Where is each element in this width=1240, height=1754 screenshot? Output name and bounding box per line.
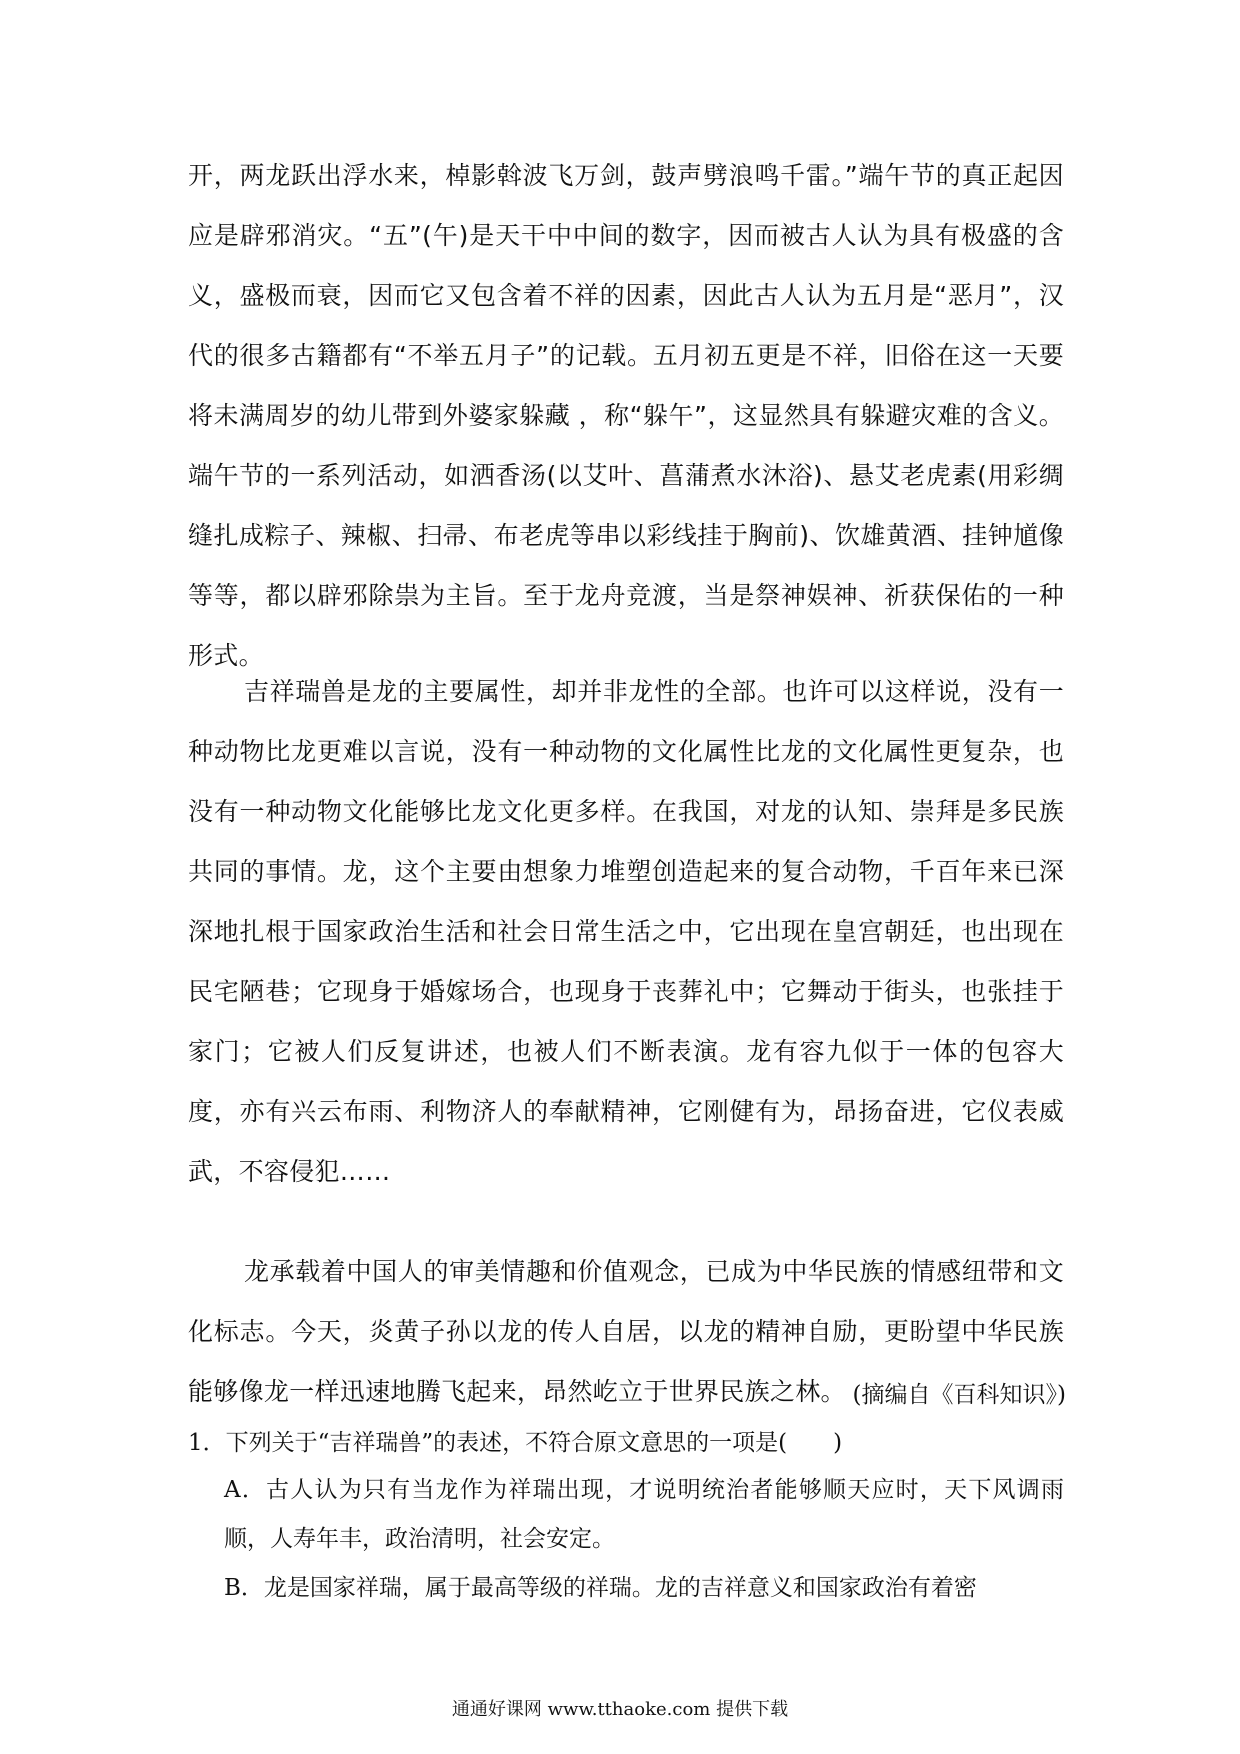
option-b: B．龙是国家祥瑞，属于最高等级的祥瑞。龙的吉祥意义和国家政治有着密: [224, 1575, 977, 1601]
passage-source: (摘编自《百科知识》): [852, 1382, 1066, 1408]
passage-paragraph-1: 开，两龙跃出浮水来，棹影斡波飞万剑，鼓声劈浪鸣千雷。”端午节的真正起因应是辟邪消灾。“五”(午)是天干中中间的数字，因而被古人认为具有极盛的含义，盛极而衰，因而它又包含着不祥的因素，因此古人认为五月是“恶月”，汉代的很多古籍都有“不举五月子”的记载。五月初五更是不祥，旧俗在这一天要将未满周岁的幼儿带到外婆家躲藏 ，称“躲午”，这显然具有躲避灾难的含义。端午节的一系列活动，如洒香汤(以艾叶、菖蒲煮水沐浴)、悬艾老虎素(用彩绸缝扎成粽子、辣椒、扫帚、布老虎等串以彩线挂于胸前)、饮雄黄酒、挂钟馗像等等，都以辟邪除祟为主旨。至于龙舟竞渡，当是祭神娱神、祈获保佑的一种形式。: [188, 161, 1064, 670]
passage-paragraph-2: 吉祥瑞兽是龙的主要属性，却并非龙性的全部。也许可以这样说，没有一种动物比龙更难以言说，没有一种动物的文化属性比龙的文化属性更复杂，也没有一种动物文化能够比龙文化更多样。在我国，对龙的认知、崇拜是多民族共同的事情。龙，这个主要由想象力堆塑创造起来的复合动物，千百年来已深深地扎根于国家政治生活和社会日常生活之中，它出现在皇宫朝廷，也出现在民宅陋巷；它现身于婚嫁场合，也现身于丧葬礼中；它舞动于街头，也张挂于家门；它被人们反复讲述，也被人们不断表演。龙有容九似于一体的包容大度，亦有兴云布雨、利物济人的奉献精神，它刚健有为，昂扬奋进，它仪表威武，不容侵犯……: [188, 677, 1064, 1186]
page-footer: 通通好课网 www.tthaoke.com 提供下载: [451, 1699, 789, 1720]
question-stem: 1．下列关于“吉祥瑞兽”的表述，不符合原文意思的一项是( ): [188, 1430, 843, 1456]
question-1: [188, 1420, 1064, 1613]
option-a: A．古人认为只有当龙作为祥瑞出现，才说明统治者能够顺天应时，天下风调雨顺，人寿年丰，政治清明，社会安定。: [224, 1477, 1064, 1552]
passage-paragraph-3: 龙承载着中国人的审美情趣和价值观念，已成为中华民族的情感纽带和文化标志。今天，炎黄子孙以龙的传人自居，以龙的精神自励，更盼望中华民族能够像龙一样迅速地腾飞起来，昂然屹立于世界民族之林。: [188, 1257, 1064, 1406]
